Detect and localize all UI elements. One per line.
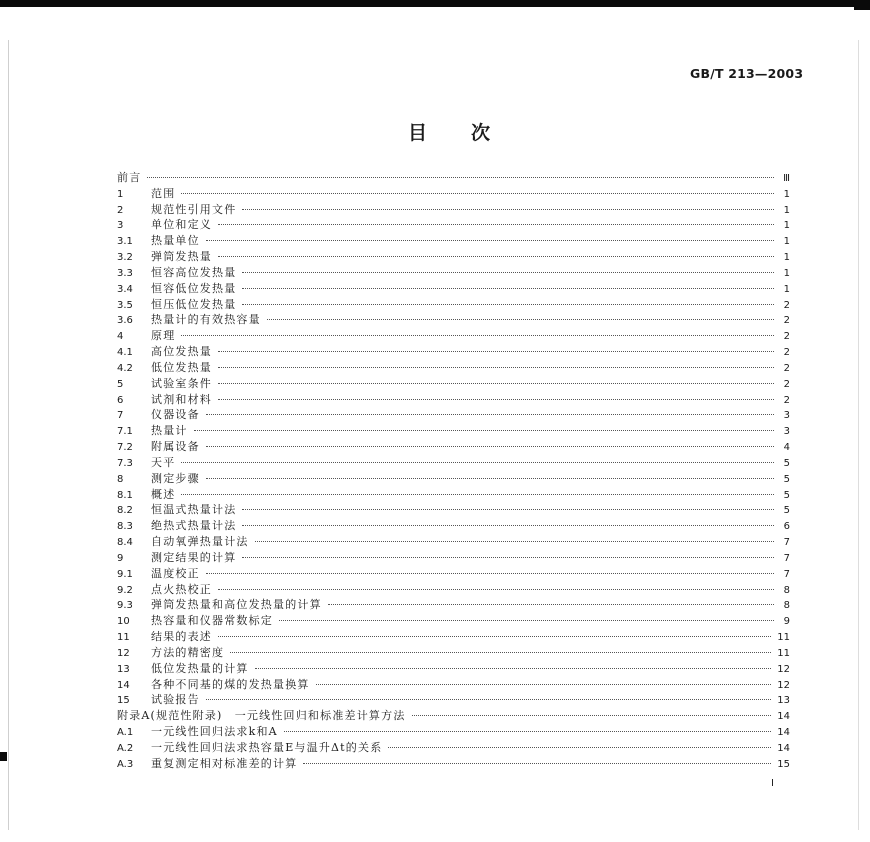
scan-corner-mark — [854, 0, 870, 10]
toc-entry-page: 2 — [783, 362, 790, 374]
toc-entry-number: 12 — [117, 647, 130, 659]
toc-leader-dots — [242, 304, 774, 305]
toc-entry-label: 低位发热量的计算 — [151, 661, 249, 675]
toc-entry-label: 热容量和仪器常数标定 — [151, 614, 273, 628]
toc-entry-label: 重复测定相对标准差的计算 — [151, 756, 298, 770]
toc-entry-label: 试剂和材料 — [151, 392, 212, 406]
toc-leader-dots — [206, 414, 774, 415]
toc-entry-page: 14 — [777, 711, 790, 723]
toc-entry-number: 8.1 — [117, 489, 133, 501]
toc-entry[interactable] — [117, 692, 790, 708]
toc-entry-page: 14 — [777, 742, 790, 754]
toc-entry-page: 14 — [777, 726, 790, 738]
toc-entry-number: 7.1 — [117, 426, 133, 438]
toc-entry-number: 7.2 — [117, 442, 133, 454]
toc-entry[interactable] — [117, 376, 790, 392]
toc-entry-number: 8.2 — [117, 505, 133, 517]
toc-entry-number: 3.5 — [117, 299, 133, 311]
toc-entry[interactable] — [117, 170, 790, 186]
toc-entry-number: 1 — [117, 188, 124, 200]
toc-entry-number: 3.3 — [117, 267, 133, 279]
toc-entry[interactable] — [117, 756, 790, 772]
toc-entry[interactable] — [117, 613, 790, 629]
toc-entry-number: 8 — [117, 473, 124, 485]
toc-leader-dots — [218, 224, 774, 225]
standard-number: GB/T 213—2003 — [690, 66, 804, 81]
toc-entry-number: 9.2 — [117, 584, 133, 596]
toc-entry-page: 2 — [783, 315, 790, 327]
toc-entry-page: 1 — [783, 236, 790, 248]
toc-entry-page: Ⅲ — [783, 173, 790, 184]
table-of-contents — [117, 170, 790, 771]
toc-entry-number: A.2 — [117, 742, 134, 754]
toc-entry-number: 13 — [117, 663, 130, 675]
toc-entry-number: 9.1 — [117, 568, 133, 580]
toc-entry-label: 热量计的有效热容量 — [151, 313, 261, 327]
toc-entry-number: 3.1 — [117, 236, 133, 248]
toc-leader-dots — [412, 715, 772, 716]
toc-leader-dots — [218, 367, 774, 368]
toc-entry-label: 概述 — [151, 487, 176, 501]
toc-entry[interactable] — [117, 502, 790, 518]
toc-entry[interactable] — [117, 677, 790, 693]
toc-entry-label: 一元线性回归法求k和A — [151, 724, 278, 738]
toc-entry-number: A.1 — [117, 726, 134, 738]
scan-left-mark — [0, 752, 7, 761]
toc-entry-page: 5 — [783, 489, 790, 501]
toc-entry-number: 8.3 — [117, 521, 133, 533]
toc-entry-page: 4 — [783, 442, 790, 454]
toc-entry-page: 8 — [783, 600, 790, 612]
toc-entry-label: 自动氧弹热量计法 — [151, 535, 249, 549]
toc-leader-dots — [218, 351, 774, 352]
toc-entry-label: 原理 — [151, 329, 176, 343]
toc-entry[interactable] — [117, 407, 790, 423]
toc-leader-dots — [147, 177, 774, 178]
toc-leader-dots — [316, 684, 772, 685]
toc-entry[interactable] — [117, 281, 790, 297]
toc-entry-number: 11 — [117, 632, 130, 644]
scan-top-border — [0, 0, 870, 7]
toc-entry[interactable] — [117, 740, 790, 756]
toc-leader-dots — [267, 319, 774, 320]
toc-entry[interactable] — [117, 708, 790, 724]
toc-entry[interactable] — [117, 597, 790, 613]
toc-entry-label: 测定步骤 — [151, 471, 200, 485]
toc-entry-number: 14 — [117, 679, 130, 691]
toc-entry[interactable] — [117, 645, 790, 661]
toc-entry-label: 附属设备 — [151, 440, 200, 454]
toc-entry[interactable] — [117, 487, 790, 503]
toc-entry-label: 恒温式热量计法 — [151, 503, 237, 517]
toc-entry-number: 10 — [117, 616, 130, 628]
toc-entry-page: 12 — [777, 663, 790, 675]
toc-entry-number: 4.1 — [117, 347, 133, 359]
toc-entry[interactable] — [117, 550, 790, 566]
toc-leader-dots — [206, 240, 774, 241]
toc-entry[interactable] — [117, 534, 790, 550]
toc-leader-dots — [303, 763, 771, 764]
toc-entry-page: 2 — [783, 394, 790, 406]
toc-entry-page: 7 — [783, 568, 790, 580]
toc-entry[interactable] — [117, 661, 790, 677]
scan-left-edge — [8, 40, 9, 830]
toc-entry-number: 4.2 — [117, 362, 133, 374]
toc-entry-page: 1 — [783, 220, 790, 232]
toc-entry-page: 1 — [783, 204, 790, 216]
toc-entry-page: 7 — [783, 552, 790, 564]
toc-entry[interactable] — [117, 297, 790, 313]
page-title: 目次 — [408, 122, 535, 144]
toc-entry[interactable] — [117, 233, 790, 249]
toc-entry-page: 3 — [783, 410, 790, 422]
toc-entry-label: 测定结果的计算 — [151, 550, 237, 564]
toc-leader-dots — [255, 541, 774, 542]
toc-entry-page: 2 — [783, 331, 790, 343]
toc-entry-number: 4 — [117, 331, 124, 343]
toc-entry[interactable] — [117, 518, 790, 534]
toc-leader-dots — [242, 288, 774, 289]
toc-entry-label: 范围 — [151, 186, 176, 200]
toc-entry-label: 天平 — [151, 455, 176, 469]
toc-entry-label: 前言 — [117, 171, 142, 184]
toc-entry-number: 6 — [117, 394, 124, 406]
toc-entry-label: 各种不同基的煤的发热量换算 — [151, 677, 310, 691]
toc-entry-number: 3 — [117, 220, 124, 232]
toc-entry-number: 9.3 — [117, 600, 133, 612]
toc-leader-dots — [194, 430, 774, 431]
toc-leader-dots — [242, 209, 774, 210]
toc-leader-dots — [218, 636, 771, 637]
toc-leader-dots — [242, 272, 774, 273]
toc-entry[interactable] — [117, 249, 790, 265]
toc-entry-page: 9 — [783, 616, 790, 628]
toc-entry-page: 11 — [777, 647, 790, 659]
toc-entry[interactable] — [117, 439, 790, 455]
toc-entry[interactable] — [117, 566, 790, 582]
toc-entry[interactable] — [117, 724, 790, 740]
toc-entry-page: 13 — [777, 695, 790, 707]
scan-right-edge — [858, 40, 859, 830]
toc-entry-number: A.3 — [117, 758, 134, 770]
toc-leader-dots — [206, 699, 771, 700]
toc-entry[interactable] — [117, 202, 790, 218]
toc-entry-label: 绝热式热量计法 — [151, 519, 237, 533]
toc-leader-dots — [218, 383, 774, 384]
toc-entry-label: 弹筒发热量和高位发热量的计算 — [151, 598, 322, 612]
toc-leader-dots — [218, 256, 774, 257]
toc-entry[interactable] — [117, 471, 790, 487]
toc-entry[interactable] — [117, 629, 790, 645]
toc-entry-number: 8.4 — [117, 537, 133, 549]
toc-leader-dots — [242, 557, 774, 558]
toc-entry[interactable] — [117, 582, 790, 598]
toc-entry-label: 试验室条件 — [151, 376, 212, 390]
toc-leader-dots — [284, 731, 771, 732]
toc-entry-label: 温度校正 — [151, 566, 200, 580]
toc-entry-label: 热量单位 — [151, 234, 200, 248]
toc-entry[interactable] — [117, 186, 790, 202]
toc-leader-dots — [181, 335, 774, 336]
toc-entry-label: 恒容低位发热量 — [151, 281, 237, 295]
toc-entry-number: 3.2 — [117, 252, 133, 264]
toc-entry[interactable] — [117, 360, 790, 376]
toc-leader-dots — [206, 478, 774, 479]
toc-entry-label: 附录A(规范性附录) 一元线性回归和标准差计算方法 — [117, 709, 406, 723]
toc-entry-label: 低位发热量 — [151, 360, 212, 374]
toc-entry-page: 5 — [783, 505, 790, 517]
toc-leader-dots — [242, 509, 774, 510]
toc-entry-number: 7 — [117, 410, 124, 422]
toc-leader-dots — [206, 446, 774, 447]
toc-entry-page: 15 — [777, 758, 790, 770]
toc-entry-page: 2 — [783, 347, 790, 359]
toc-leader-dots — [388, 747, 771, 748]
toc-entry-page: 1 — [783, 267, 790, 279]
toc-entry-page: 2 — [783, 378, 790, 390]
toc-entry[interactable] — [117, 328, 790, 344]
toc-entry-number: 3.4 — [117, 283, 133, 295]
toc-entry-page: 11 — [777, 632, 790, 644]
toc-leader-dots — [218, 399, 774, 400]
toc-entry-label: 弹筒发热量 — [151, 250, 212, 264]
toc-leader-dots — [218, 589, 774, 590]
toc-entry-label: 点火热校正 — [151, 582, 212, 596]
toc-entry-label: 恒容高位发热量 — [151, 265, 237, 279]
toc-entry-number: 15 — [117, 695, 130, 707]
toc-entry[interactable] — [117, 392, 790, 408]
toc-entry-label: 高位发热量 — [151, 345, 212, 359]
toc-entry-page: 1 — [783, 252, 790, 264]
toc-entry[interactable] — [117, 217, 790, 233]
toc-entry-number: 3.6 — [117, 315, 133, 327]
toc-entry-label: 方法的精密度 — [151, 645, 225, 659]
toc-leader-dots — [279, 620, 774, 621]
toc-entry-page: 5 — [783, 457, 790, 469]
toc-entry-page: 7 — [783, 537, 790, 549]
toc-leader-dots — [230, 652, 771, 653]
toc-entry-label: 仪器设备 — [151, 408, 200, 422]
toc-entry[interactable] — [117, 344, 790, 360]
toc-entry-label: 结果的表述 — [151, 630, 212, 644]
toc-entry-number: 5 — [117, 378, 124, 390]
toc-entry[interactable] — [117, 455, 790, 471]
toc-entry-label: 规范性引用文件 — [151, 202, 237, 216]
toc-entry-number: 2 — [117, 204, 124, 216]
toc-leader-dots — [181, 462, 774, 463]
toc-entry-page: 5 — [783, 473, 790, 485]
toc-entry[interactable] — [117, 312, 790, 328]
toc-entry-page: 6 — [783, 521, 790, 533]
toc-entry-page: 8 — [783, 584, 790, 596]
footer-page-number: I — [771, 778, 774, 789]
toc-entry-label: 恒压低位发热量 — [151, 297, 237, 311]
toc-entry-label: 一元线性回归法求热容量E与温升Δt的关系 — [151, 740, 383, 754]
toc-entry[interactable] — [117, 423, 790, 439]
toc-entry-page: 2 — [783, 299, 790, 311]
toc-leader-dots — [181, 494, 774, 495]
toc-leader-dots — [242, 525, 774, 526]
toc-entry-number: 7.3 — [117, 457, 133, 469]
toc-entry-page: 3 — [783, 426, 790, 438]
toc-leader-dots — [328, 604, 774, 605]
toc-leader-dots — [206, 573, 774, 574]
toc-entry-page: 12 — [777, 679, 790, 691]
toc-entry[interactable] — [117, 265, 790, 281]
toc-leader-dots — [181, 193, 774, 194]
toc-entry-label: 单位和定义 — [151, 218, 212, 232]
toc-entry-label: 热量计 — [151, 424, 188, 438]
toc-entry-number: 9 — [117, 552, 124, 564]
toc-entry-page: 1 — [783, 188, 790, 200]
toc-entry-page: 1 — [783, 283, 790, 295]
toc-entry-label: 试验报告 — [151, 693, 200, 707]
toc-leader-dots — [255, 668, 772, 669]
